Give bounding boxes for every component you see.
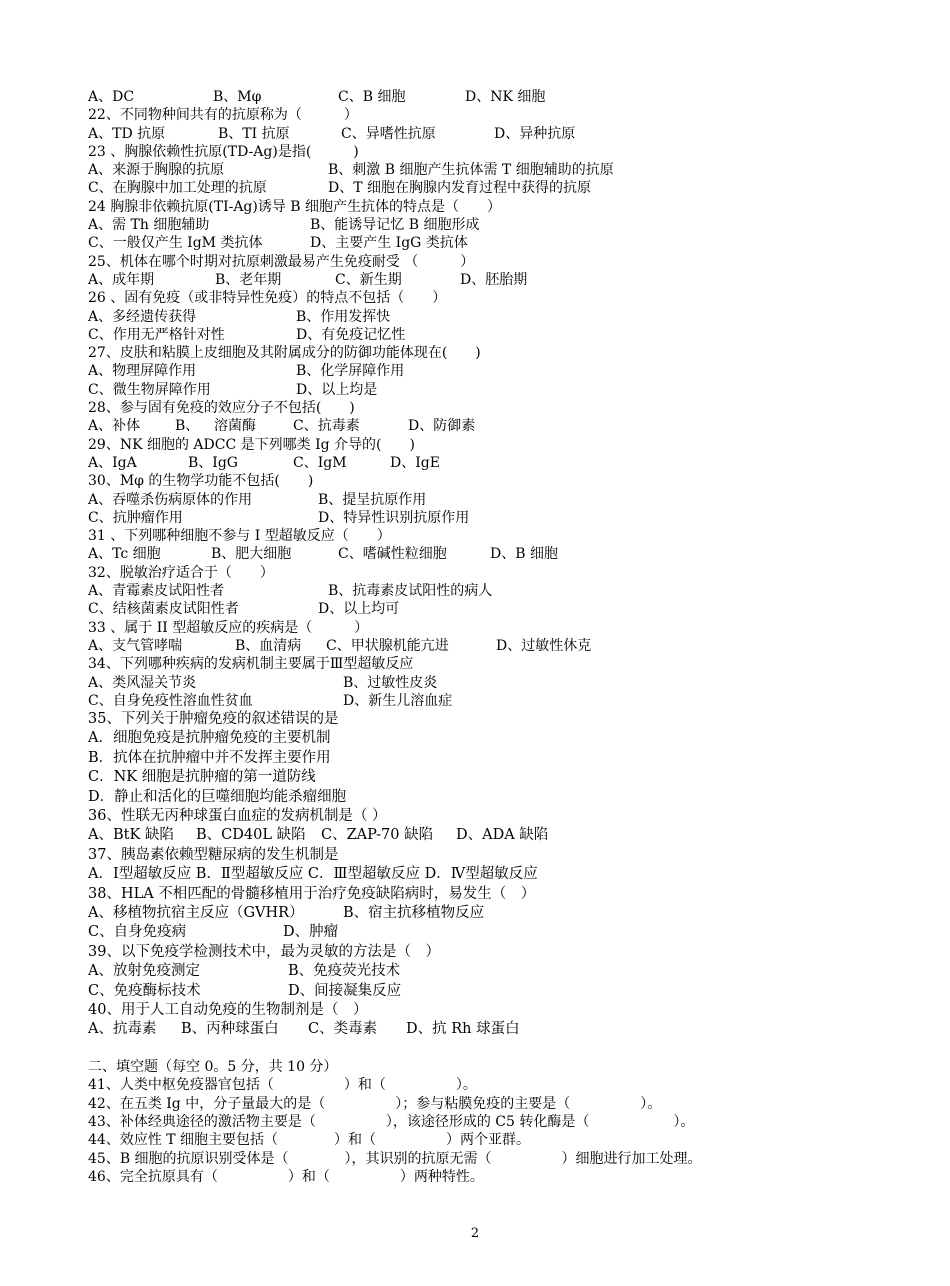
line-text: 41、人类中枢免疫器官包括（ ）和（ ）。 [88, 1077, 477, 1094]
text-line [88, 943, 878, 962]
line-text: A、DC [88, 89, 135, 105]
line-text: 22、不同物种间共有的抗原称为（ ） [88, 107, 358, 124]
text-line [88, 106, 878, 124]
line-text: B．抗体在抗肿瘤中并不发挥主要作用 [88, 749, 331, 766]
text-line [88, 509, 878, 527]
text-line [88, 923, 878, 942]
line-text: A、Tc 细胞 [88, 546, 161, 563]
line-text: 37、胰岛素依赖型糖尿病的发生机制是 [88, 846, 339, 863]
option-text: B、TI 抗原 [218, 125, 290, 142]
option-text: D、以上均是 [296, 381, 378, 398]
option-text: D、异种抗原 [494, 125, 576, 142]
text-line [88, 1001, 878, 1020]
option-text: D、IgE [390, 454, 440, 471]
text-line [88, 846, 878, 865]
option-text: C、嗜碱性粒细胞 [338, 546, 447, 563]
text-line [88, 216, 878, 234]
line-text: 44、效应性 T 细胞主要包括（ ）和（ ）两个亚群。 [88, 1132, 531, 1149]
text-line [88, 454, 878, 472]
text-line [88, 326, 878, 344]
line-text: A、抗毒素 [88, 1021, 157, 1038]
option-text: B、Mφ [213, 89, 262, 105]
option-text: B、作用发挥快 [296, 308, 391, 325]
line-text: C、作用无严格针对性 [88, 326, 225, 343]
option-text: C、抗毒素 [293, 418, 360, 435]
option-text: D、ADA 缺陷 [456, 827, 549, 844]
line-text: 42、在五类 Ig 中，分子量最大的是（ ）；参与粘膜免疫的主要是（ ）。 [88, 1095, 662, 1112]
text-line [88, 399, 878, 417]
text-line [88, 491, 878, 509]
line-text: 31 、下列哪种细胞不参与 I 型超敏反应（ ） [88, 528, 391, 545]
text-line [88, 381, 878, 399]
option-text: D、新生儿溶血症 [343, 692, 453, 709]
line-text: A、BtK 缺陷 [88, 827, 174, 844]
line-text: 43、补体经典途径的激活物主要是（ ），该途径形成的 C5 转化酶是（ ）。 [88, 1113, 695, 1130]
line-text: 40、用于人工自动免疫的生物制剂是（ ） [88, 1001, 368, 1018]
text-line [88, 545, 878, 563]
line-text: C、自身免疫性溶血性贫血 [88, 692, 253, 709]
line-text: 26 、固有免疫（或非特异性免疫）的特点不包括（ ） [88, 290, 447, 307]
text-line [88, 1150, 878, 1168]
option-text: D、防御素 [408, 418, 476, 435]
option-text: D、NK 细胞 [465, 89, 546, 105]
line-text: 二、填空题（每空 0。5 分，共 10 分） [88, 1059, 338, 1076]
option-text: C、甲状腺机能亢进 [326, 637, 449, 654]
text-line [88, 768, 878, 787]
text-line [88, 600, 878, 618]
line-text: 45、B 细胞的抗原识别受体是（ ），其识别的抗原无需（ ）细胞进行加工处理。 [88, 1150, 702, 1167]
line-text: A、青霉素皮试阳性者 [88, 583, 225, 600]
line-text: A、物理屏障作用 [88, 363, 197, 380]
option-text: D、胚胎期 [460, 271, 528, 288]
text-line [88, 436, 878, 454]
text-line [88, 655, 878, 673]
text-line [88, 179, 878, 197]
line-text: A、来源于胸腺的抗原 [88, 162, 225, 179]
text-line [88, 161, 878, 179]
option-text: B、老年期 [215, 271, 282, 288]
text-line [88, 564, 878, 582]
option-text: C、类毒素 [308, 1021, 378, 1038]
option-text: D、肿瘤 [283, 924, 339, 941]
option-text: B、CD40L 缺陷 [196, 827, 306, 844]
option-text: D、B 细胞 [490, 546, 558, 563]
option-text: B、刺激 B 细胞产生抗体需 T 细胞辅助的抗原 [328, 162, 614, 179]
text-line [88, 729, 878, 748]
text-line [88, 198, 878, 216]
text-line [88, 637, 878, 655]
option-text: D、主要产生 IgG 类抗体 [310, 235, 468, 252]
option-text: B、宿主抗移植物反应 [343, 905, 485, 921]
text-line [88, 271, 878, 289]
text-line [88, 234, 878, 252]
line-text: C、免疫酶标技术 [88, 982, 201, 999]
text-line [88, 289, 878, 307]
text-line [88, 344, 878, 362]
option-text: 溶菌酶 [214, 418, 256, 435]
option-text: B、过敏性皮炎 [343, 674, 438, 691]
line-text: D．静止和活化的巨噬细胞均能杀瘤细胞 [88, 788, 347, 805]
text-line [88, 885, 878, 904]
line-text: C、在胸腺中加工处理的抗原 [88, 180, 267, 197]
option-text: B、血清病 [235, 637, 302, 654]
option-text: C、新生期 [335, 271, 402, 288]
text-line [88, 962, 878, 981]
option-text: C、IgM [293, 454, 347, 471]
line-text: A、支气管哮喘 [88, 637, 183, 654]
option-text: B、IgG [188, 454, 238, 471]
text-line [88, 582, 878, 600]
text-line [88, 826, 878, 845]
line-text: 36、性联无丙种球蛋白血症的发病机制是（ ） [88, 808, 387, 825]
option-text: C、异嗜性抗原 [341, 125, 436, 142]
line-text: 35、下列关于肿瘤免疫的叙述错误的是 [88, 711, 339, 728]
text-line [88, 417, 878, 435]
text-line [88, 982, 878, 1001]
line-text: A、移植物抗宿主反应（GVHR） [88, 905, 304, 921]
option-text: D、T 细胞在胸腺内发育过程中获得的抗原 [328, 180, 592, 197]
line-text: A、IgA [88, 454, 137, 471]
line-text: 34、下列哪种疾病的发病机制主要属于Ⅲ型超敏反应 [88, 656, 414, 673]
exam-page [88, 88, 878, 1186]
option-text: D、间接凝集反应 [288, 982, 402, 999]
line-text: 24 胸腺非依赖抗原(TI-Ag)诱导 B 细胞产生抗体的特点是（ ） [88, 198, 502, 215]
option-text: D、以上均可 [318, 601, 400, 618]
line-text: A．细胞免疫是抗肿瘤免疫的主要机制 [88, 730, 331, 747]
line-text: A、TD 抗原 [88, 125, 166, 142]
line-text: 46、完全抗原具有（ ）和（ ）两种特性。 [88, 1168, 484, 1185]
line-text: 30、Mφ 的生物学功能不包括( ) [88, 473, 314, 490]
text-line [88, 692, 878, 710]
option-text: B、提呈抗原作用 [318, 491, 427, 508]
option-text: B、化学屏障作用 [296, 363, 405, 380]
line-text: A、需 Th 细胞辅助 [88, 217, 210, 234]
text-line [88, 308, 878, 326]
text-line [88, 527, 878, 545]
text-line [88, 1058, 878, 1076]
line-text: A、吞噬杀伤病原体的作用 [88, 491, 253, 508]
line-text: 28、参与固有免疫的效应分子不包括( ) [88, 400, 355, 417]
text-line [88, 710, 878, 729]
text-line [88, 904, 878, 923]
line-text: A、成年期 [88, 271, 155, 288]
option-text: B、丙种球蛋白 [181, 1021, 279, 1038]
line-text: C、结核菌素皮试阳性者 [88, 601, 239, 618]
text-line [88, 674, 878, 692]
option-text: D、有免疫记忆性 [296, 326, 406, 343]
text-line [88, 1131, 878, 1149]
option-text: B、抗毒素皮试阳性的病人 [328, 583, 493, 600]
line-text: C、自身免疫病 [88, 924, 187, 941]
text-line [88, 1095, 878, 1113]
line-text: 27、皮肤和粘膜上皮细胞及其附属成分的防御功能体现在( ) [88, 345, 481, 362]
text-line [88, 143, 878, 161]
text-line [88, 1020, 878, 1039]
text-line [88, 807, 878, 826]
text-line [88, 865, 878, 884]
line-text: A、补体 [88, 418, 141, 435]
text-line [88, 749, 878, 768]
line-text: C、抗肿瘤作用 [88, 509, 183, 526]
line-text: 25、机体在哪个时期对抗原刺激最易产生免疫耐受 （ ） [88, 253, 475, 270]
option-text: C、B 细胞 [338, 89, 406, 105]
option-text: B、肥大细胞 [211, 546, 292, 563]
text-line [88, 362, 878, 380]
fill-in-section [88, 1058, 878, 1186]
text-line [88, 788, 878, 807]
option-text: D、特异性识别抗原作用 [318, 509, 470, 526]
option-text: C、ZAP-70 缺陷 [321, 827, 434, 844]
line-text: C、微生物屏障作用 [88, 381, 211, 398]
option-text: D、过敏性休克 [496, 637, 592, 654]
line-text: A．Ⅰ型超敏反应 B．Ⅱ型超敏反应 C．Ⅲ型超敏反应 D．Ⅳ型超敏反应 [88, 866, 538, 883]
text-line [88, 253, 878, 271]
line-text: 33 、属于 II 型超敏反应的疾病是（ ） [88, 619, 369, 636]
line-text: 32、脱敏治疗适合于（ ） [88, 564, 274, 581]
line-text: A、多经遗传获得 [88, 308, 197, 325]
line-text: 23 、胸腺依赖性抗原(TD-Ag)是指( ) [88, 143, 359, 160]
option-text: B、能诱导记忆 B 细胞形成 [310, 217, 480, 234]
option-text: B、免疫荧光技术 [288, 963, 401, 980]
option-text: D、抗 Rh 球蛋白 [406, 1021, 520, 1038]
line-text: A、类风湿关节炎 [88, 674, 197, 691]
line-text: C、一般仅产生 IgM 类抗体 [88, 235, 263, 252]
text-line [88, 1076, 878, 1094]
text-line [88, 472, 878, 490]
line-text: A、放射免疫测定 [88, 963, 200, 980]
text-line [88, 1113, 878, 1131]
line-text: 29、NK 细胞的 ADCC 是下列哪类 Ig 介导的( ) [88, 436, 415, 453]
line-text: 39、以下免疫学检测技术中，最为灵敏的方法是（ ） [88, 943, 440, 960]
text-line [88, 619, 878, 637]
text-line [88, 125, 878, 143]
line-text: 38、HLA 不相匹配的骨髓移植用于治疗免疫缺陷病时，易发生（ ） [88, 885, 536, 902]
text-line [88, 88, 878, 106]
line-text: C．NK 细胞是抗肿瘤的第一道防线 [88, 769, 316, 786]
page-number: 2 [470, 1226, 480, 1241]
section-gap [88, 1040, 878, 1058]
text-line [88, 1168, 878, 1186]
questions-section-1 [88, 88, 878, 710]
questions-section-2 [88, 710, 878, 1040]
option-text: B、 [175, 418, 200, 435]
